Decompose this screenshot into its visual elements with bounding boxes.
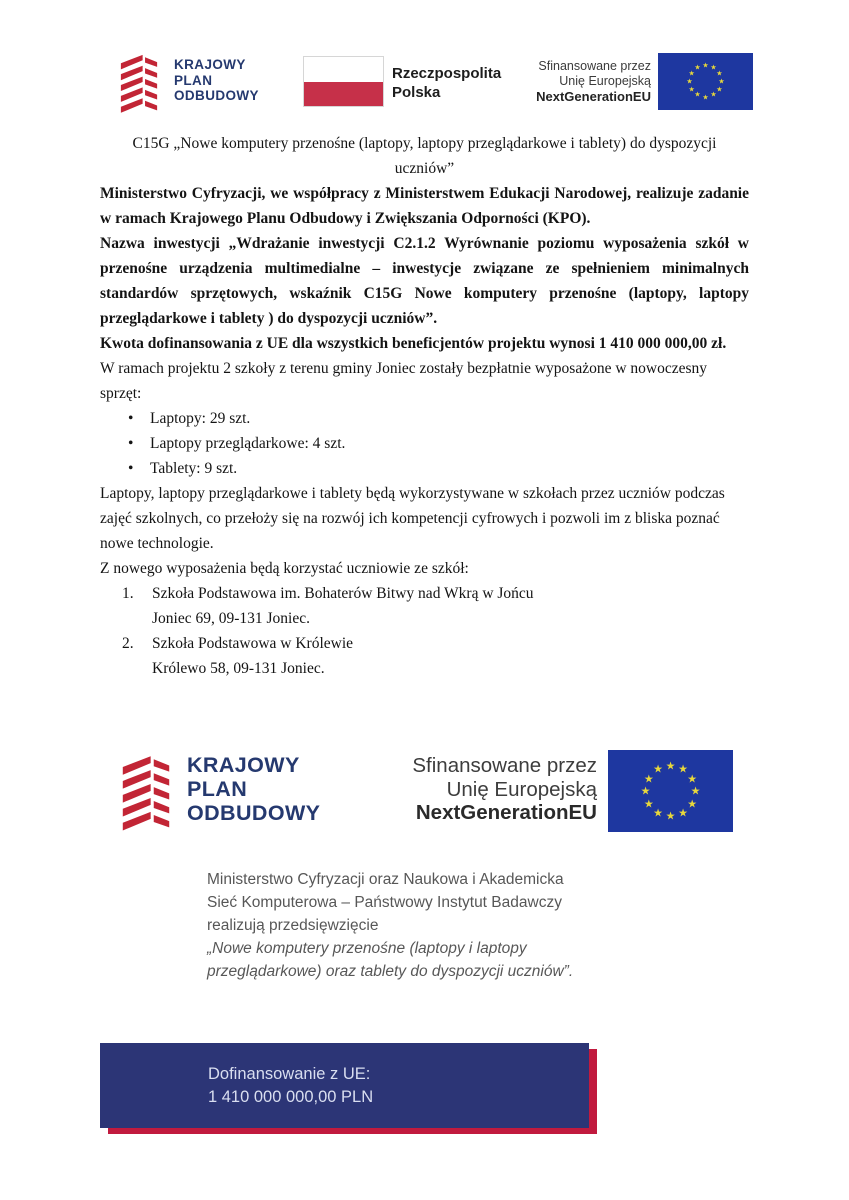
list-item-browser-laptops: • Laptopy przeglądarkowe: 4 szt. — [100, 431, 749, 456]
banner-funding-label: Dofinansowanie z UE: — [208, 1064, 371, 1083]
ministry-project-line: przeglądarkowe) oraz tablety do dyspozycji uczniów”. — [207, 963, 574, 980]
kpo-logo-line: ODBUDOWY — [187, 801, 321, 825]
ministry-statement — [207, 868, 573, 983]
eu-funding-label — [536, 59, 651, 104]
eu-flag-icon — [608, 750, 733, 832]
paragraph-investment-name: Nazwa inwestycji „Wdrażanie inwestycji C2.1.2 Wyrównanie poziomu wyposażenia szkół w przenośne urządzenia multimedialne – inwestycje związane ze spełnieniem minimalnych standardów sprzętowych, wskaźnik C15G Nowe komputery przenośne (laptopy, laptopy przeglądarkowe i tablety ) do dyspozycji uczniów”. — [100, 235, 749, 327]
school-name-line — [100, 581, 749, 606]
kpo-logo-line: KRAJOWY — [174, 57, 246, 72]
eu-funding-line: NextGenerationEU — [536, 89, 651, 104]
eu-funding-label — [412, 754, 597, 825]
school-item — [100, 581, 749, 631]
kpo-logo-wordmark — [174, 57, 259, 104]
page-title — [100, 131, 749, 181]
title-line: C15G „Nowe komputery przenośne (laptopy, laptopy przeglądarkowe i tablety) do dyspozycji — [132, 135, 717, 152]
eu-funding-banner — [100, 1043, 589, 1128]
kpo-logo-line: PLAN — [174, 72, 213, 88]
kpo-logo-wordmark — [187, 753, 320, 825]
school-name: Szkoła Podstawowa w Królewie — [152, 635, 354, 652]
eu-funding-line: NextGenerationEU — [415, 801, 597, 824]
paragraph-funding-amount: Kwota dofinansowania z UE dla wszystkich beneficjentów projektu wynosi 1 410 000 000,00 zł. — [100, 335, 727, 352]
paragraph-project-intro: W ramach projektu 2 szkoły z terenu gminy Joniec zostały bezpłatnie wyposażone w nowoczesny sprzęt: — [100, 360, 708, 402]
paragraph-usage: Laptopy, laptopy przeglądarkowe i tablety będą wykorzystywane w szkołach przez uczniów podczas zajęć szkolnych, co przełoży się na rozwój ich kompetencji cyfrowych i pozwoli im z bliska poznać nowe technologie. — [100, 485, 725, 552]
eu-funding-line: Sfinansowane przez — [538, 59, 651, 73]
eu-funding-line: Unię Europejską — [559, 74, 651, 88]
school-address-line — [100, 656, 749, 681]
ministry-project-line: „Nowe komputery przenośne (laptopy i laptopy — [207, 940, 527, 957]
poland-flag-icon — [303, 56, 384, 107]
kpo-logo-line: PLAN — [187, 777, 248, 801]
poland-flag-red-stripe — [304, 82, 383, 107]
list-item-tablets: • Tablety: 9 szt. — [100, 456, 749, 481]
poland-label-line: Polska — [392, 84, 441, 101]
kpo-logo-line: ODBUDOWY — [174, 88, 259, 103]
school-address: Królewo 58, 09-131 Joniec. — [152, 660, 325, 677]
list-item-laptops: • Laptopy: 29 szt. — [100, 406, 749, 431]
school-name: Szkoła Podstawowa im. Bohaterów Bitwy nad Wkrą w Jońcu — [152, 585, 534, 602]
schools-list — [100, 581, 749, 681]
school-address: Joniec 69, 09-131 Joniec. — [152, 610, 310, 627]
equipment-list — [100, 406, 749, 481]
poland-label — [392, 64, 501, 102]
eu-flag-icon — [658, 53, 753, 110]
poland-label-line: Rzeczpospolita — [392, 65, 502, 82]
school-number: 1. — [122, 585, 134, 602]
eu-flag-stars: ★ ★ ★ ★ ★ ★ ★ ★ ★ ★ ★ ★ — [686, 61, 725, 101]
title-line: uczniów” — [394, 160, 455, 177]
school-address-line — [100, 606, 749, 631]
school-item — [100, 631, 749, 681]
school-number: 2. — [122, 635, 134, 652]
document-body — [100, 131, 749, 681]
kpo-logo-icon — [118, 750, 174, 832]
banner-panel — [100, 1043, 589, 1128]
ministry-line: realizują przedsięwzięcie — [207, 917, 379, 934]
school-name-line — [100, 631, 749, 656]
banner-funding-amount: 1 410 000 000,00 PLN — [208, 1087, 374, 1106]
poland-flag-white-stripe — [304, 57, 383, 82]
eu-funding-line: Sfinansowane przez — [412, 754, 597, 777]
paragraph-ministry-task: Ministerstwo Cyfryzacji, we współpracy z Ministerstwem Edukacji Narodowej, realizuje zadanie w ramach Krajowego Planu Odbudowy i Zwiększania Odporności (KPO). — [100, 185, 749, 227]
eu-funding-line: Unię Europejską — [446, 777, 597, 801]
paragraph-schools-intro: Z nowego wyposażenia będą korzystać uczniowie ze szkół: — [100, 560, 469, 577]
ministry-line: Ministerstwo Cyfryzacji oraz Naukowa i Akademicka — [207, 871, 564, 888]
kpo-logo-line: KRAJOWY — [187, 753, 300, 777]
ministry-line: Sieć Komputerowa – Państwowy Instytut Badawczy — [207, 894, 562, 911]
eu-flag-stars: ★ ★ ★ ★ ★ ★ ★ ★ ★ ★ ★ ★ — [640, 759, 701, 823]
kpo-logo-icon — [115, 50, 163, 114]
